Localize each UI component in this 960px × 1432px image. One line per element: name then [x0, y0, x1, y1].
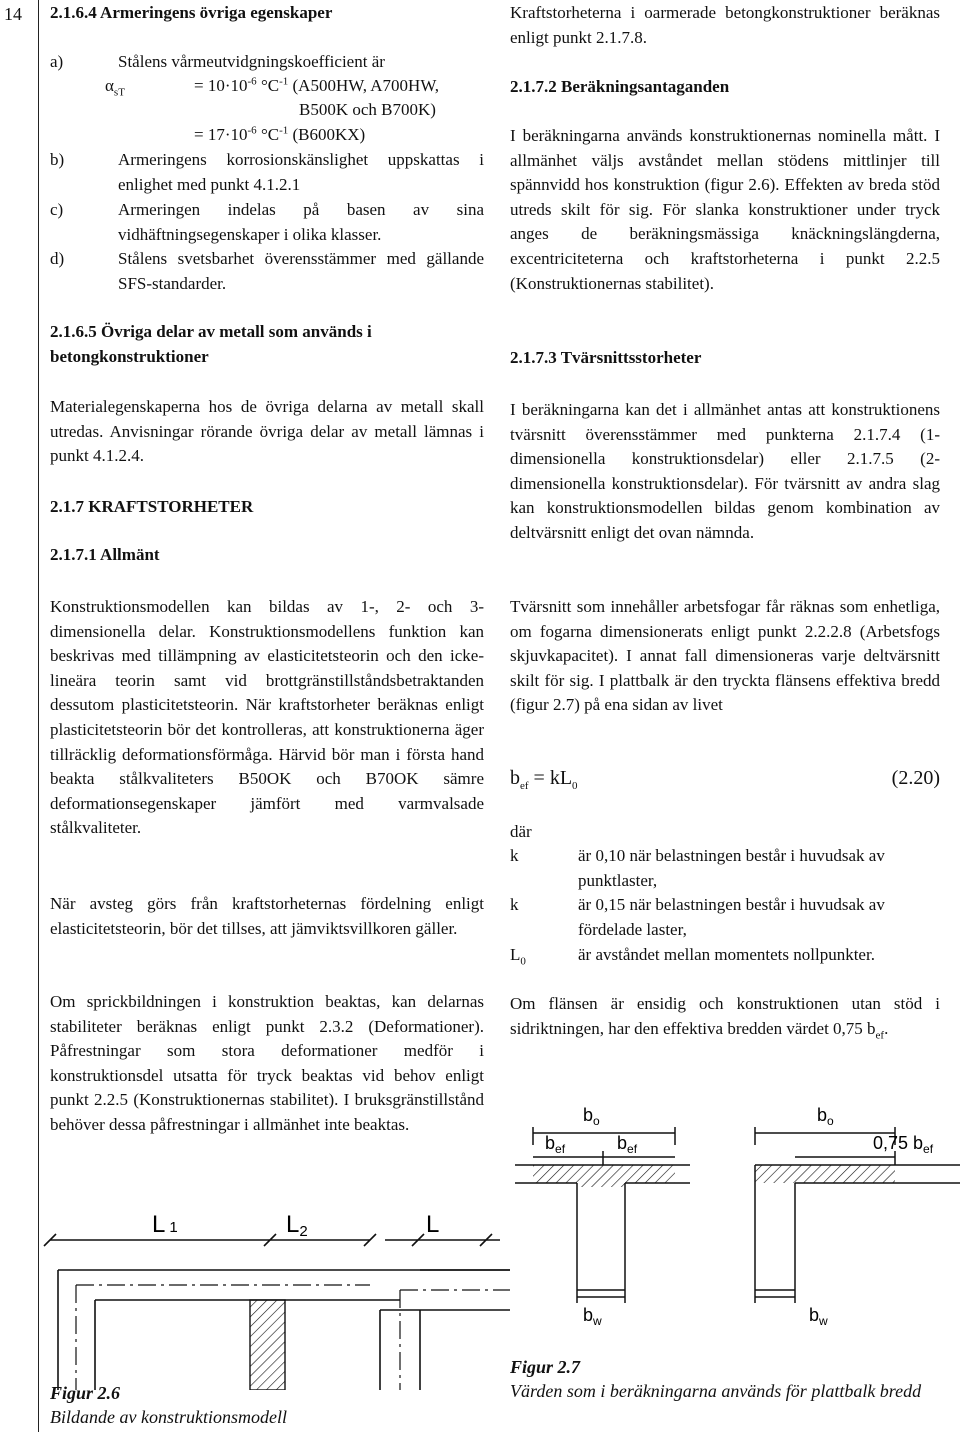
list-item-a	[50, 50, 484, 75]
page-margin-line	[38, 0, 39, 1432]
label-075-bef: 0,75 $b_{ef}$	[873, 1133, 934, 1156]
where-label: där	[510, 822, 532, 841]
paragraph-konstruktionsmodell: Konstruktionsmodellen kan bildas av 1-, 2- och 3-dimensionella delar. Konstruktionsmodellens funktion kan beskrivas med tillämpning av elasticitetsteorin och den icke-lineära teorin samt vid brottgränstillståndsbetraktanden dessutom plasticitetsteorin. När kraftstorheter beräknas enligt plasticitetsteorin bör det kontrolleras, att konstruktionerna äger tillräcklig deformationsförmåga. Härvid bör man i första hand beakta stålkvaliteters B50OK och B70OK sämre deformationsegenskaper jämfört med varmvalsade stålkvaliteter.	[50, 597, 484, 838]
figure-2-7-caption: Figur 2.7 Värden som i beräkningarna används för plattbalk bredd	[510, 1357, 922, 1401]
section-title-2-1-7-3: 2.1.7.3 Tvärsnittsstorheter	[510, 348, 702, 367]
label-bo-left: $b_o$	[583, 1105, 600, 1128]
figure-2-7-drawing	[505, 1085, 960, 1345]
alpha-symbol: $\alpha_{sT}$	[105, 76, 125, 99]
equation-2-20: $b_{ef} = kL_0$ (2.20)	[510, 767, 940, 792]
list-label-a: a)	[50, 52, 64, 71]
definition-L0: $L_0$ är avståndet mellan momentets nollpunkter.	[510, 945, 875, 968]
figure-2-6-drawing	[40, 1200, 510, 1390]
definition-k-1: k är 0,10 när belastningen består i huvudsak av punktlaster,	[510, 846, 885, 890]
section-title-2-1-6-4: 2.1.6.4 Armeringens övriga egenskaper	[50, 3, 333, 22]
section-title-2-1-7-1: 2.1.7.1 Allmänt	[50, 545, 160, 564]
paragraph-ensidig-flans: Om flänsen är ensidig och konstruktionen utan stöd i sidriktningen, har den effektiva bredden värdet 0,75 $b_{ef}$.	[510, 994, 940, 1041]
paragraph-avsteg: När avsteg görs från kraftstorheternas fördelning enligt elasticitetsteorin, bör det tillses, att jämviktsvillkoren gäller.	[50, 894, 484, 938]
label-bw-right: $b_w$	[809, 1305, 828, 1328]
formula-line-1b: B500K och B700K)	[299, 100, 436, 119]
paragraph-material: Materialegenskaperna hos de övriga delarna av metall skall utredas. Anvisningar rörande övriga delar av metall lämnas i punkt 4.1.2.4.	[50, 397, 484, 466]
paragraph-arbetsfogar: Tvärsnitt som innehåller arbetsfogar får räknas som enhetliga, om fogarna dimensionerats enligt punkt 2.2.2.8 (Arbetsfogs skjuvkapacitet). I annat fall dimensioneras varje deltvärsnitt skilt för sig. I plattbalk är den tryckta flänsens effektiva bredd (figur 2.7) på ena sidan av livet	[510, 597, 940, 715]
dim-label-L2: L2	[286, 1211, 308, 1240]
label-bef-left-2: $b_{ef}$	[617, 1133, 638, 1156]
list-item-b: b) Armeringens korrosionskänslighet uppskattas i enlighet med punkt 4.1.2.1	[50, 150, 484, 194]
definition-k-2: k är 0,15 när belastningen består i huvudsak av fördelade laster,	[510, 895, 885, 939]
formula-line-1: = $10\cdot 10^{-6}$ $^\circ C^{-1}$ (A500HW, A700HW,	[194, 75, 440, 95]
page-number: 14	[4, 4, 22, 24]
equation-number: (2.20)	[891, 767, 940, 789]
section-title-2-1-7: 2.1.7 KRAFTSTORHETER	[50, 497, 254, 516]
label-bw-left: $b_w$	[583, 1305, 602, 1328]
dim-label-L: L	[426, 1211, 440, 1238]
list-text-a: Stålens vårmeutvidgningskoefficient är	[118, 52, 385, 71]
section-title-2-1-7-2: 2.1.7.2 Beräkningsantaganden	[510, 77, 730, 96]
dim-label-L1: L 1	[152, 1211, 178, 1238]
list-item-c: c) Armeringen indelas på basen av sina vidhäftningsegenskaper i olika klasser.	[50, 200, 484, 244]
section-title-2-1-6-5: 2.1.6.5 Övriga delar av metall som används i betongkonstruktioner	[50, 322, 372, 366]
paragraph-tvarsnitt: I beräkningarna kan det i allmänhet antas att konstruktionens tvärsnitt överensstämmer med punkterna 2.1.7.4 (1-dimensionella konstruktionsdelar) eller 2.1.7.5 (2-dimensionella konstruktionsdelar). För tvärsnitt av andra slag kan konstruktionsmodellen bildas genom kombination av deltvärsnitt enligt det ovan nämnda.	[510, 400, 940, 542]
paragraph-sprickbildning: Om sprickbildningen i konstruktion beaktas, kan delarnas stabiliteter beräknas enligt punkt 2.3.2 (Deformationer). Påfrestningar som stora deformationer medför i konstruktionsdel utsatta för tryck beaktas vid behov enligt punkt 2.2.5 (Konstruktionernas stabilitet). I bruksgränstillstånd behöver dessa påfrestningar i allmänhet inte beaktas.	[50, 992, 484, 1134]
paragraph-oarmerade: Kraftstorheterna i oarmerade betongkonstruktioner beräknas enligt punkt 2.1.7.8.	[510, 3, 940, 47]
label-bef-left-1: $b_{ef}$	[545, 1133, 566, 1156]
label-bo-right: $b_o$	[817, 1105, 834, 1128]
formula-line-2: = $17\cdot 10^{-6}$ $^\circ C^{-1}$ (B600KX)	[194, 124, 366, 144]
figure-2-6-caption: Figur 2.6 Bildande av konstruktionsmodell	[50, 1383, 287, 1427]
list-item-d: d) Stålens svetsbarhet överensstämmer med gällande SFS-standarder.	[50, 249, 484, 293]
paragraph-berakningsantaganden: I beräkningarna används konstruktionernas nominella mått. I allmänhet väljs avståndet mellan stödens mittlinjer till spännvidd hos konstruktion (figur 2.6). Effekten av breda stöd utreds skilt för sig. För slanka konstruktioner under tryck anges de beräkningsmässiga knäckningslängderna, excentriciteterna och kraftstorheterna i punkt 2.2.5 (Konstruktionernas stabilitet).	[510, 126, 940, 293]
